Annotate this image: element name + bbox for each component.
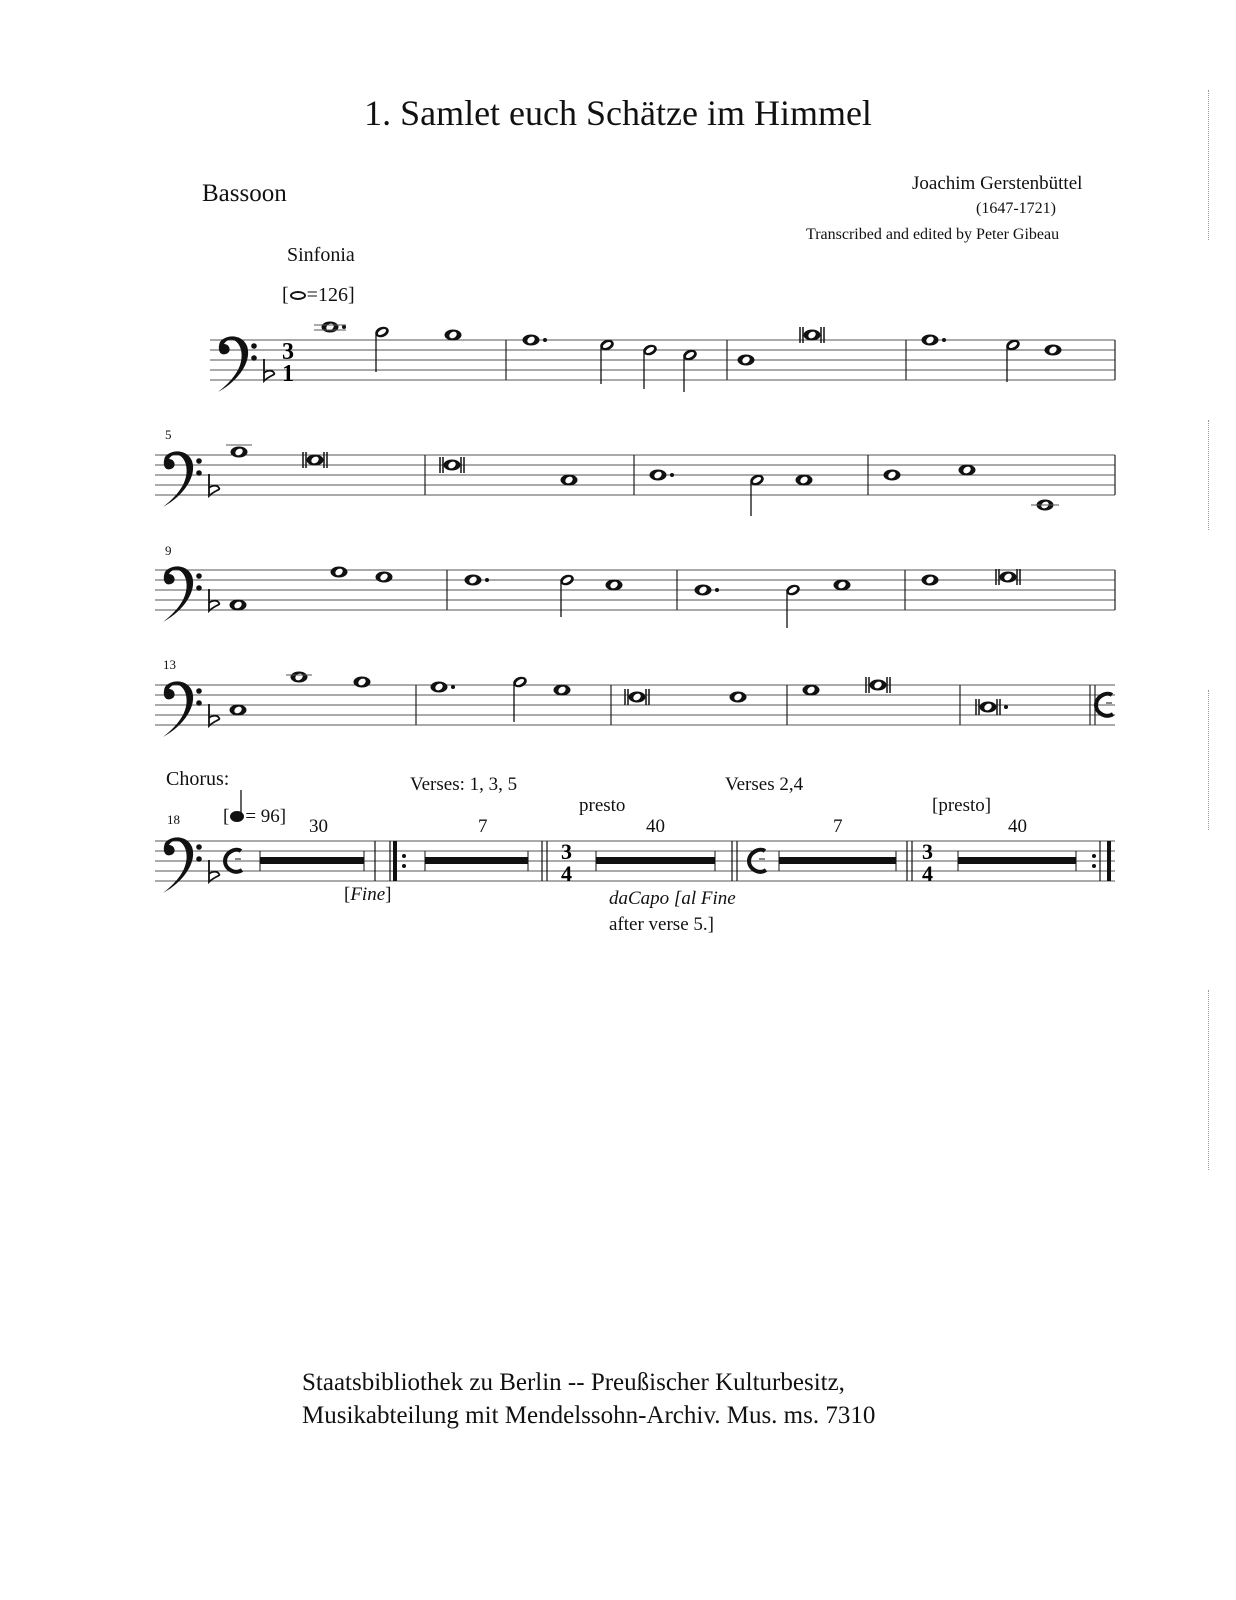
note [834,580,851,591]
note [730,692,747,703]
time-signature: 4 [561,861,572,886]
note [1045,345,1062,356]
note [976,699,1000,715]
dacapo-marking: daCapo [al Fine [609,888,736,909]
note [230,600,247,611]
section-label-chorus: Chorus: [166,768,230,790]
composer-name: Joachim Gerstenbüttel [912,173,1083,194]
tempo-presto-editorial: [presto] [932,795,992,816]
note [231,447,248,458]
note [959,465,976,476]
note [230,705,247,716]
note [554,685,571,696]
bass-clef-icon [163,566,202,622]
note [803,685,820,696]
bass-clef-icon [163,681,202,737]
editor-credit: Transcribed and edited by Peter Gibeau [806,226,1060,243]
rest-count: 7 [478,816,488,837]
rest-count: 40 [646,816,665,837]
tempo-marking-chorus: [ = 96] [223,806,287,827]
note [606,580,623,591]
note [445,330,462,341]
time-signature: 3 [282,339,294,365]
staff-lines [155,340,1115,881]
note [796,475,813,486]
measure-number: 18 [167,812,180,827]
time-signature: 3 [922,839,933,864]
rest-count: 30 [309,816,328,837]
note [738,355,755,366]
note [695,585,712,596]
note [291,672,308,683]
note [354,677,371,688]
tempo-presto: presto [579,795,626,816]
note [625,689,649,705]
note [884,470,901,481]
fine-marking: [Fine] [344,884,392,905]
note [523,335,540,346]
note [431,682,448,693]
composer-dates: (1647-1721) [976,200,1056,217]
note [331,567,348,578]
rest-count: 40 [1008,816,1027,837]
time-signature: 4 [922,861,933,886]
bass-clef-icon [218,336,257,392]
credit-line: Musikabteilung mit Mendelssohn-Archiv. Mus. ms. 7310 [302,1402,876,1429]
bass-clef-icon [163,837,202,893]
dacapo-note: after verse 5.] [609,914,714,935]
note [922,335,939,346]
bass-clef-icon [163,451,202,507]
time-signature: 1 [282,361,294,387]
note [800,327,824,343]
note [922,575,939,586]
note [465,575,482,586]
measure-number: 9 [165,543,172,558]
note [322,322,339,333]
instrument-name: Bassoon [202,180,287,207]
verses-label: Verses: 1, 3, 5 [410,774,518,795]
section-label-sinfonia: Sinfonia [287,244,355,266]
note [866,677,890,693]
verses-label: Verses 2,4 [725,774,804,795]
note [561,475,578,486]
measure-number: 5 [165,427,172,442]
credit-line: Staatsbibliothek zu Berlin -- Preußischer Kulturbesitz, [302,1369,845,1396]
piece-title: 1. Samlet euch Schätze im Himmel [364,93,872,133]
note [303,452,327,468]
note [650,470,667,481]
tempo-marking-sinfonia: [ =126] [282,284,355,306]
measure-number: 13 [163,657,176,672]
time-signature: 3 [561,839,572,864]
note [996,569,1020,585]
note [440,457,464,473]
note [376,572,393,583]
rest-count: 7 [833,816,843,837]
